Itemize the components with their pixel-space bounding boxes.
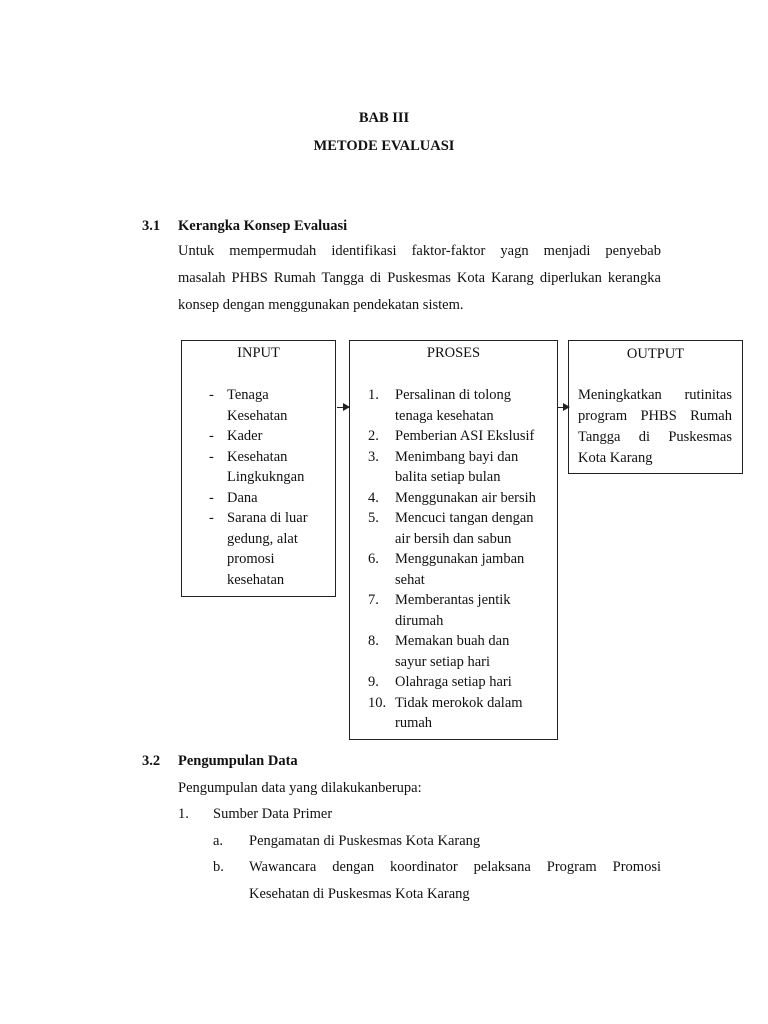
list-item (350, 385, 557, 426)
list-item-label: Sumber Data Primer (213, 806, 333, 822)
list-item-line: balita setiap bulan (395, 469, 501, 485)
chapter-title: METODE EVALUASI (313, 138, 455, 154)
list-marker: 4. (368, 489, 379, 506)
list-item-line: tenaga kesehatan (395, 407, 494, 424)
section-number: 3.1 (142, 218, 161, 234)
output-box-title: OUTPUT (626, 346, 685, 362)
list-item-line: rumah (395, 715, 433, 731)
list-marker: - (209, 448, 214, 465)
list-item-line: Memberantas jentik (395, 592, 511, 608)
list-item-line: Tenaga (227, 387, 269, 403)
list-item-line: promosi (227, 551, 275, 567)
list-item (350, 549, 557, 590)
list-item (182, 447, 335, 488)
list-item-line: Mencuci tangan dengan (395, 510, 534, 526)
list-item (350, 508, 557, 549)
list-item-line: Sarana di luar (227, 510, 308, 526)
section-intro: Pengumpulan data yang dilakukanberupa: (178, 780, 422, 796)
list-item (350, 590, 557, 631)
output-line: Meningkatkan rutinitas (578, 387, 732, 403)
list-item-line: sehat (395, 571, 425, 588)
sub-item-text-continued: Kesehatan di Puskesmas Kota Karang (249, 886, 470, 902)
output-box (568, 340, 743, 474)
list-item (350, 672, 557, 693)
list-item-line: Pemberian ASI Ekslusif (395, 428, 535, 444)
input-list (182, 385, 335, 590)
paragraph-line: masalah PHBS Rumah Tangga di Puskesmas Kota Karang diperlukan kerangka (178, 270, 661, 286)
section-number: 3.2 (142, 753, 161, 769)
section-title: Kerangka Konsep Evaluasi (178, 218, 348, 234)
list-marker: - (209, 428, 214, 444)
paragraph-line: Untuk mempermudah identifikasi faktor-faktor yagn menjadi penyebab (178, 243, 661, 259)
output-text (578, 385, 732, 469)
list-item-line: Kader (227, 428, 263, 444)
paragraph-line: konsep dengan menggunakan pendekatan sistem. (178, 297, 464, 313)
proses-box-title: PROSES (426, 345, 481, 361)
list-item (350, 488, 557, 509)
list-item (350, 426, 557, 447)
section-title: Pengumpulan Data (178, 753, 298, 769)
list-item-line: gedung, alat (227, 530, 298, 547)
list-item (350, 631, 557, 672)
list-item (182, 488, 335, 509)
list-item (350, 447, 557, 488)
input-box-title: INPUT (237, 345, 280, 361)
list-item-line: Memakan buah dan (395, 633, 510, 649)
list-marker: 3. (368, 448, 379, 465)
sub-item-letter: a. (213, 833, 224, 849)
list-item-line: Menggunakan air bersih (395, 489, 536, 506)
proses-box (349, 340, 558, 740)
list-item-line: Menggunakan jamban (395, 551, 525, 567)
list-item-line: Lingkukngan (227, 469, 305, 485)
list-item (182, 508, 335, 590)
list-marker: - (209, 510, 214, 526)
list-item-line: Olahraga setiap hari (395, 674, 512, 690)
list-item-line: kesehatan (227, 571, 285, 588)
list-item-line: Tidak merokok dalam (395, 694, 523, 711)
output-line: program PHBS Rumah (578, 408, 732, 424)
list-marker: 10. (368, 694, 387, 711)
list-item-line: Kesehatan (227, 448, 288, 465)
output-line: Tangga di Puskesmas (578, 429, 732, 445)
sub-item-text: Wawancara dengan koordinator pelaksana Program Promosi (249, 859, 661, 875)
arrow-input-to-proses (337, 407, 349, 408)
list-marker: 5. (368, 510, 379, 526)
list-marker: 8. (368, 633, 379, 649)
list-item (182, 385, 335, 426)
input-box (181, 340, 336, 597)
list-marker: - (209, 489, 214, 506)
list-item-number: 1. (178, 806, 189, 822)
list-item-line: sayur setiap hari (395, 653, 491, 670)
list-item-line: Dana (227, 489, 258, 506)
list-item-line: Persalinan di tolong (395, 387, 511, 403)
sub-item-letter: b. (213, 859, 224, 875)
list-marker: - (209, 387, 214, 403)
sub-item-text: Pengamatan di Puskesmas Kota Karang (249, 833, 481, 849)
list-item-line: air bersih dan sabun (395, 530, 512, 547)
proses-list (350, 385, 557, 734)
list-item (182, 426, 335, 447)
list-marker: 7. (368, 592, 379, 608)
list-item (350, 693, 557, 734)
list-marker: 1. (368, 387, 379, 403)
output-line: Kota Karang (578, 450, 653, 466)
list-item-line: dirumah (395, 612, 444, 629)
list-marker: 9. (368, 674, 379, 690)
list-marker: 6. (368, 551, 379, 567)
list-item-line: Menimbang bayi dan (395, 448, 519, 465)
section-paragraph (178, 238, 661, 319)
list-marker: 2. (368, 428, 379, 444)
chapter-heading: BAB III (358, 110, 410, 126)
list-item-line: Kesehatan (227, 407, 288, 424)
